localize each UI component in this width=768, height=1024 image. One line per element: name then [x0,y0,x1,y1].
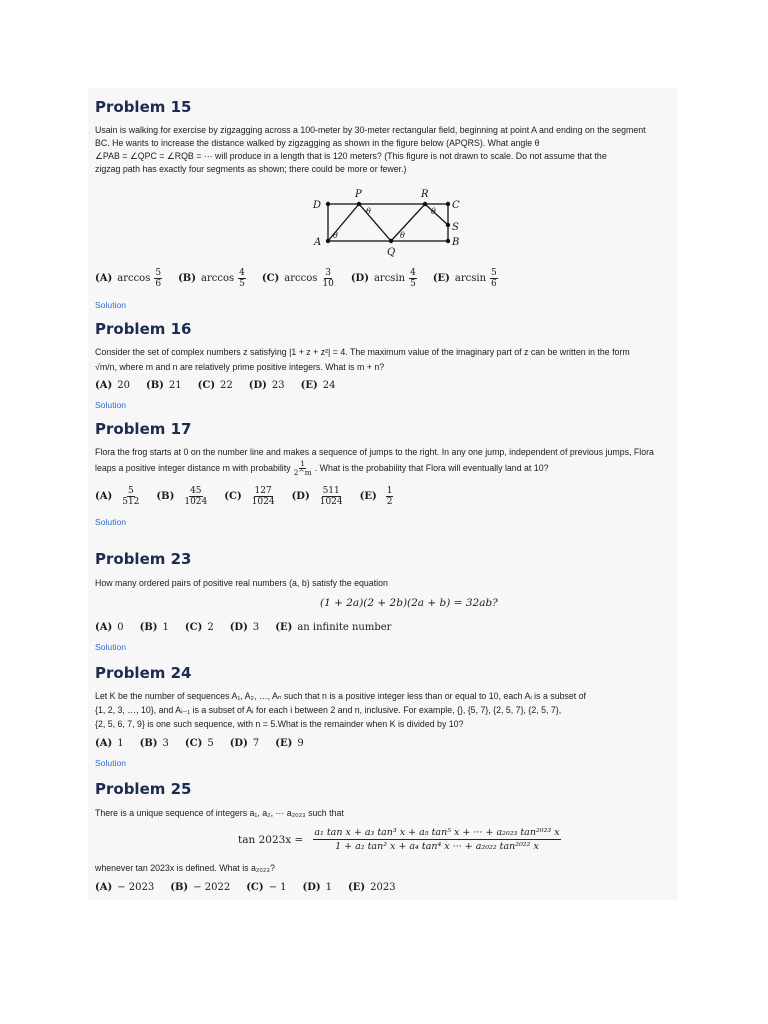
point-r-dot [423,202,427,206]
equation-fraction [313,826,560,853]
problem-16-text-line: Consider the set of complex numbers z satisfying |1 + z + z²| = 4. The maximum value of the imaginary part of z can be written in the form [95,347,630,357]
equation-lhs: tan 2023x = [238,833,304,846]
choice-a: (A) − 2023 [95,882,155,893]
choice-b: (B) 1 [139,622,169,633]
problem-15-text-line: zigzag path has exactly four segments as shown; there could be more or fewer.) [95,164,407,174]
problem-16-text-line: √m/n, where m and n are relatively prime positive integers. What is m + n? [95,362,385,372]
problem-25-choices [95,882,412,893]
theta-angle-p: θ [366,207,371,216]
equation-numerator: a₁ tan x + a₃ tan³ x + a₅ tan⁵ x + ··· + a₂₀₂₃ tan²⁰²³ x [314,827,560,838]
problem-16-solution-link[interactable]: Solution [95,400,127,410]
problem-24-text-line: {1, 2, 3, …, 10}, and Aᵢ₋₁ is a subset of Aᵢ for each i between 2 and n, inclusive. For example, {}, {5, 7}, {2, 5, 7}, {2, 5, 7}, [95,705,562,715]
theta-angle-r: θ [431,207,436,216]
choice-a: (A) 0 [95,622,124,633]
label-d: D [313,200,322,211]
problem-24-heading: Problem 24 [95,664,192,682]
choice-c: (C) arccos $\frac{3}{10}$ [261,268,334,289]
equation-denominator: 1 + a₂ tan² x + a₄ tan⁴ x ··· + a₂₀₂₂ tan²⁰²² x [335,841,539,852]
label-b: B [452,237,460,248]
problem-15-heading: Problem 15 [95,98,192,116]
point-a-dot [326,239,330,243]
choice-b: (B) − 2022 [170,882,231,893]
label-p: P [355,189,362,200]
point-d-dot [326,202,330,206]
point-q-dot [389,239,393,243]
choice-d: (D) 1 [302,882,333,893]
problem-24-choices [95,738,320,749]
problem-15-choices [95,268,514,289]
choice-b: (B) 21 [145,380,182,391]
problem-25-text-line: There is a unique sequence of integers a₁, a₂, ··· a₂₀₂₃ such that [95,808,344,818]
choice-e: (E) 24 [300,380,336,391]
choice-b: (B) 3 [139,738,169,749]
theta-angle-q: θ [400,231,405,240]
problem-17-solution-link[interactable]: Solution [95,517,127,527]
probability-fraction: $\frac{1}{2\^{}m}$ [293,459,312,477]
problem-25-text-line: whenever tan 2023x is defined. What is a₂₀₂₃? [95,863,275,873]
problem-24-text-line: {2, 5, 6, 7, 9} is one such sequence, with n = 5.What is the remainder when K is divided by 10? [95,719,464,729]
choice-a: (A) 1 [95,738,124,749]
choice-c: (C) 5 [184,738,214,749]
problem-23-equation: (1 + 2a)(2 + 2b)(2a + b) = 32ab? [320,597,498,609]
problem-17-text-line: Flora the frog starts at 0 on the number line and makes a sequence of jumps to the right. In any one jump, independent of previous jumps, Flora [95,447,654,457]
theta-angle-a: θ [333,231,338,240]
problem-25-heading: Problem 25 [95,780,192,798]
problem-17-text-part: . What is the probability that Flora will eventually land at 10? [314,463,549,473]
problem-24-text-line: Let K be the number of sequences A₁, A₂, …, Aₙ such that n is a positive integer less than or equal to 10, each Aᵢ is a subset of [95,691,586,701]
choice-d: (D) 23 [248,380,285,391]
field-rectangle [328,204,448,241]
problem-15-text-line: BC. He wants to increase the distance walked by zigzagging as shown in the figure below (APQRS). What angle θ [95,138,540,148]
label-c: C [452,200,460,211]
choice-a: (A) 20 [95,380,130,391]
choice-d: (D) arcsin $\frac{4}{5}$ [350,268,416,289]
problem-17-text-line [95,460,549,477]
choice-c: (C) 2 [184,622,214,633]
point-c-dot [446,202,450,206]
choice-e: (E) an infinite number [275,622,392,633]
choice-b: (B) arccos $\frac{4}{5}$ [178,268,245,289]
label-a: A [314,237,322,248]
problem-17-choices [95,486,409,507]
choice-a: (A) $\frac{5}{512}$ [95,486,140,507]
choice-e: (E) 9 [275,738,304,749]
problem-23-solution-link[interactable]: Solution [95,642,127,652]
zigzag-path [328,204,448,241]
point-b-dot [446,239,450,243]
problem-17-text-part: leaps a positive integer distance m with probability [95,463,291,473]
choice-c: (C) 22 [197,380,233,391]
label-s: S [452,222,459,233]
problem-15-text-line: Usain is walking for exercise by zigzagging across a 100-meter by 30-meter rectangular field, beginning at point A and ending on the segment [95,125,646,135]
problem-17-heading: Problem 17 [95,420,192,438]
problem-23-heading: Problem 23 [95,550,192,568]
choice-c: (C) − 1 [246,882,287,893]
problem-23-text-line: How many ordered pairs of positive real numbers (a, b) satisfy the equation [95,578,388,588]
choice-e: (E) $\frac{1}{2}$ [359,486,393,507]
zigzag-figure [300,186,480,258]
point-s-dot [446,223,450,227]
problem-24-solution-link[interactable]: Solution [95,758,127,768]
choice-e: (E) arcsin $\frac{5}{6}$ [432,268,497,289]
problem-23-choices [95,622,407,633]
choice-d: (D) 3 [229,622,260,633]
choice-d: (D) $\frac{511}{1024}$ [291,486,343,507]
label-r: R [421,189,429,200]
choice-c: (C) $\frac{127}{1024}$ [224,486,275,507]
choice-e: (E) 2023 [348,882,396,893]
problem-16-heading: Problem 16 [95,320,192,338]
choice-b: (B) $\frac{45}{1024}$ [156,486,208,507]
label-q: Q [387,247,396,258]
choice-d: (D) 7 [229,738,260,749]
problem-15-solution-link[interactable]: Solution [95,300,127,310]
problem-25-equation [238,826,561,853]
problem-15-text-line: ∠PAB = ∠QPC = ∠RQB = ··· will produce in a length that is 120 meters? (This figure is not drawn to scale. Do not assume that the [95,151,607,161]
point-p-dot [357,202,361,206]
problem-16-choices [95,380,351,391]
choice-a: (A) arccos $\frac{5}{6}$ [95,268,162,289]
